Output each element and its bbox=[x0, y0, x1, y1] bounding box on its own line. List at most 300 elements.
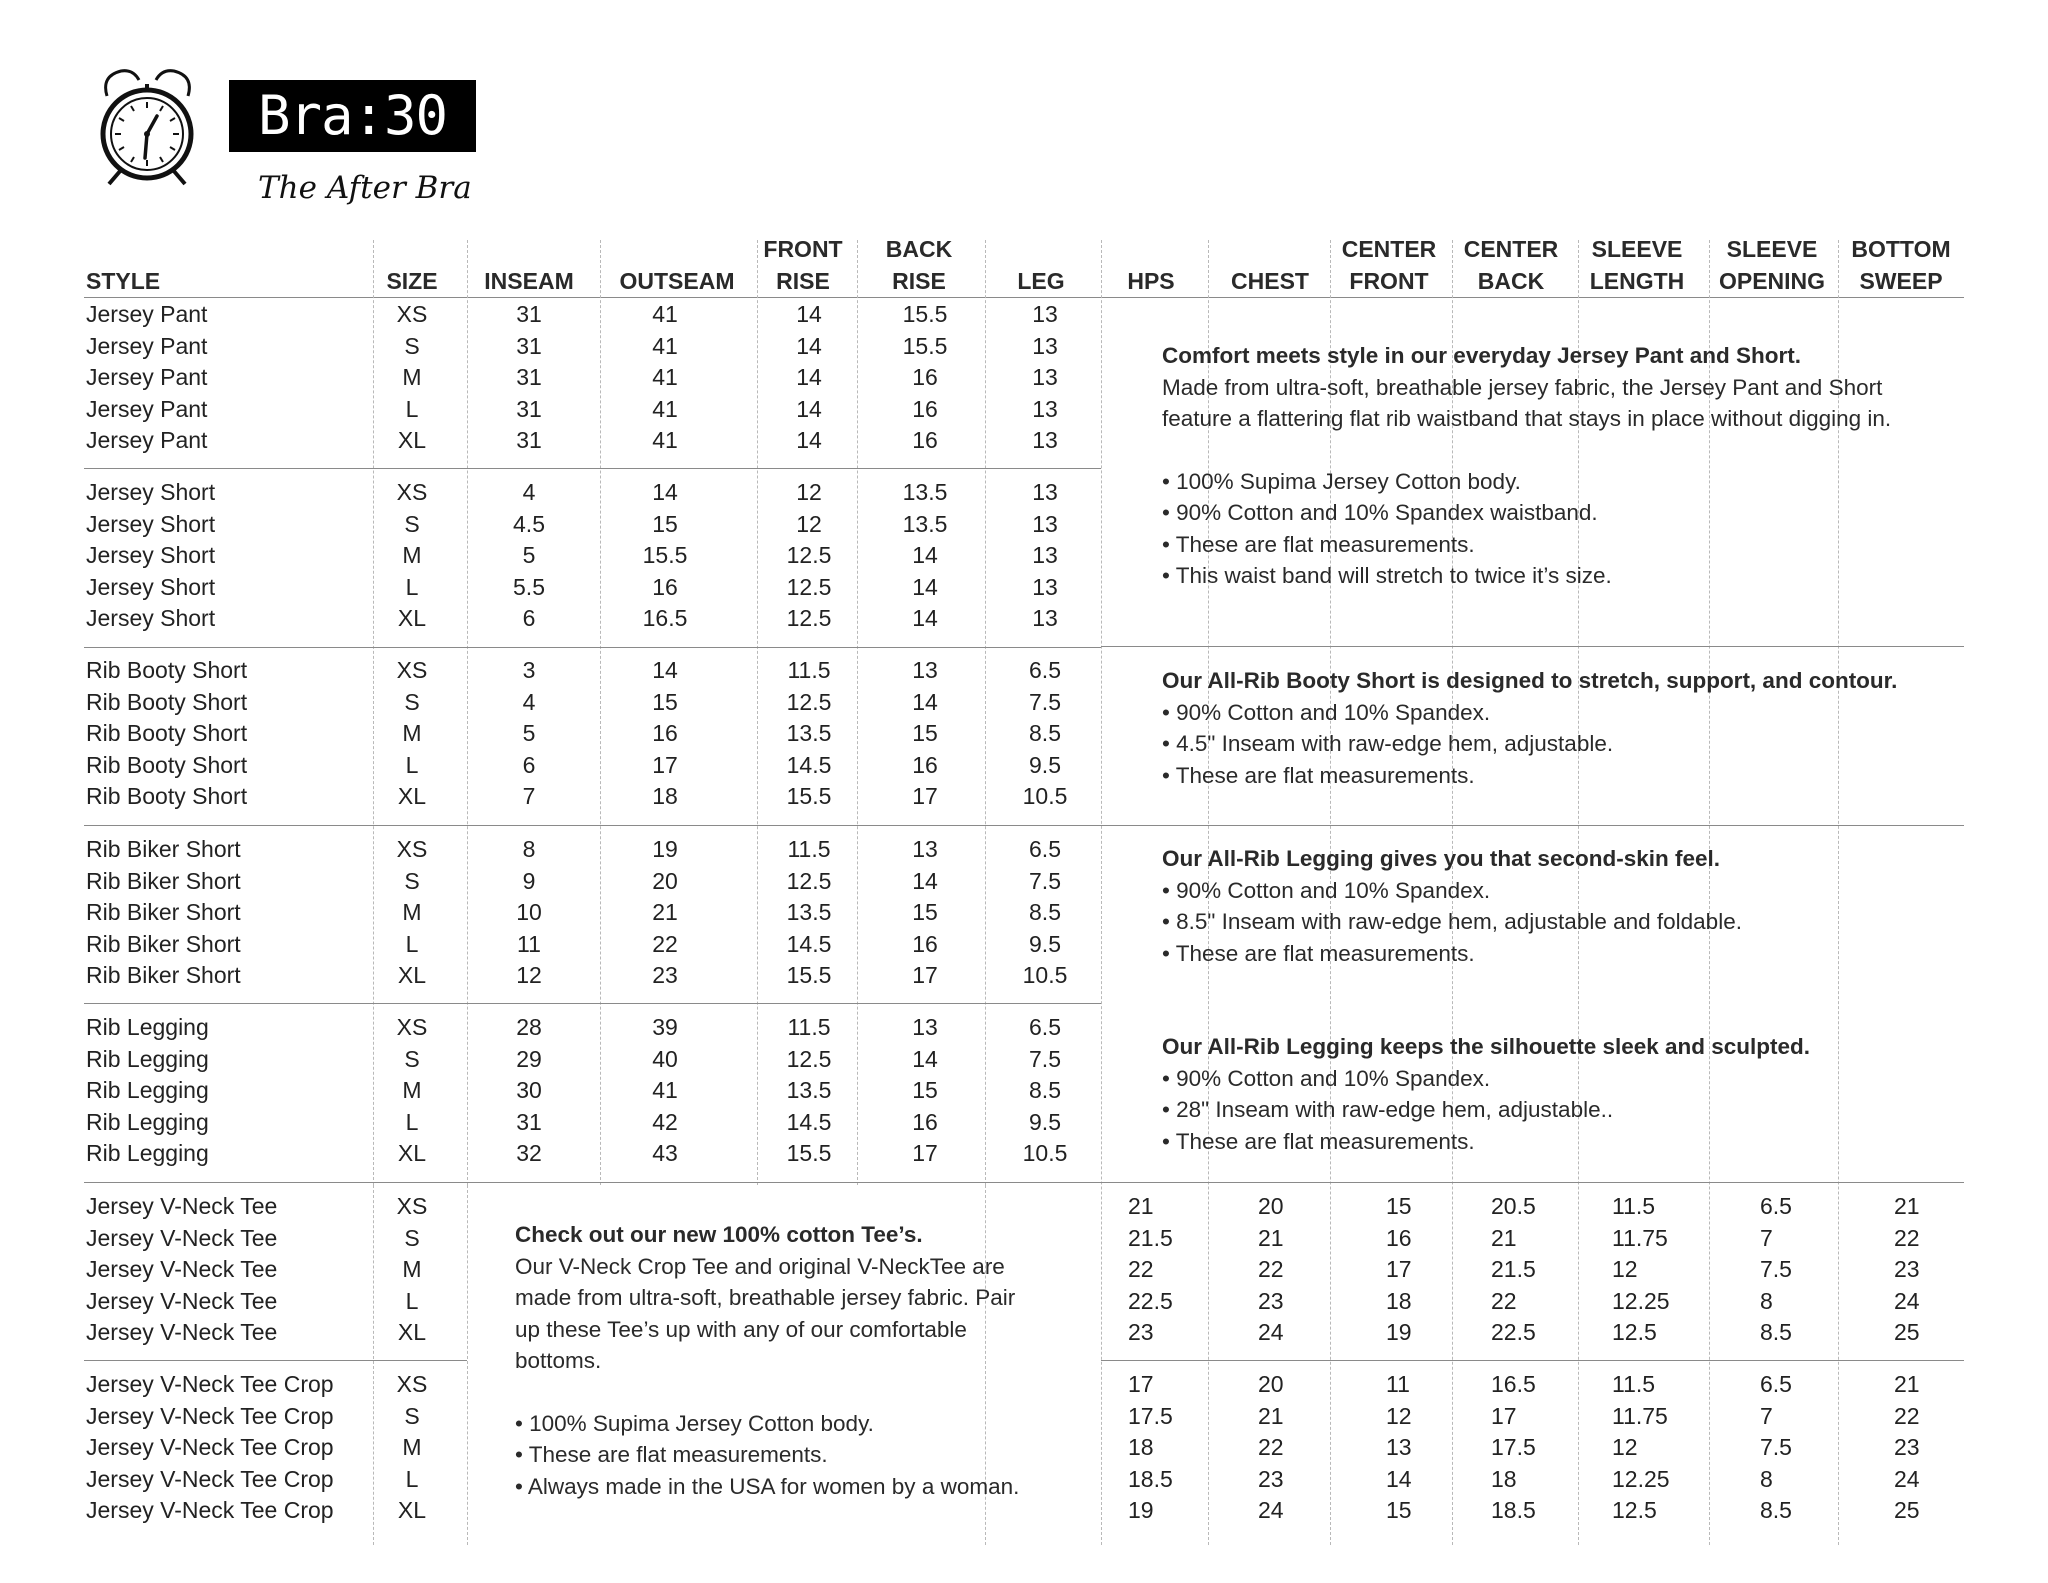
style-name: Rib Booty Short bbox=[86, 783, 248, 809]
measurement-cell: 21 bbox=[1258, 1224, 1284, 1251]
style-name: Jersey Pant bbox=[86, 395, 208, 422]
measurement-cell: 11.5 bbox=[1612, 1371, 1656, 1397]
measurement-cell: 14 bbox=[912, 542, 938, 568]
column-divider bbox=[467, 1185, 468, 1545]
measurement-cell: 3 bbox=[522, 657, 536, 683]
measurement-cell: 24 bbox=[1894, 1287, 1920, 1314]
measurement-cell: 14 bbox=[1386, 1465, 1412, 1492]
description-heading: Our All-Rib Legging keeps the silhouette sleek and sculpted. bbox=[1162, 1034, 1811, 1059]
style-name: Rib Booty Short bbox=[86, 720, 248, 746]
measurement-cell: 11 bbox=[1386, 1371, 1410, 1397]
measurement-cell: 41 bbox=[652, 332, 678, 359]
column-header-sleeve-opening: OPENING bbox=[1718, 268, 1826, 294]
measurement-cell: 12.5 bbox=[1612, 1319, 1657, 1345]
measurement-cell: 17 bbox=[652, 751, 678, 778]
description-bullet: • 100% Supima Jersey Cotton body. bbox=[1162, 468, 1521, 494]
description-heading: Comfort meets style in our everyday Jersey Pant and Short. bbox=[1162, 343, 1801, 368]
measurement-cell: S bbox=[404, 1045, 420, 1072]
description-line: Our V-Neck Crop Tee and original V-NeckTee are bbox=[515, 1253, 1005, 1279]
measurement-cell: 12 bbox=[796, 479, 822, 505]
measurement-cell: 15.5 bbox=[902, 301, 948, 327]
measurement-cell: 41 bbox=[652, 427, 678, 453]
description-bullet: • These are flat measurements. bbox=[1162, 940, 1475, 966]
measurement-cell: S bbox=[404, 688, 420, 715]
jersey-description bbox=[1162, 340, 1891, 592]
measurement-cell: L bbox=[405, 573, 419, 600]
measurement-cell: 21 bbox=[1894, 1193, 1920, 1219]
measurement-cell: 8.5 bbox=[1760, 1497, 1792, 1523]
measurement-cell: L bbox=[405, 1287, 419, 1314]
column-header-inseam: INSEAM bbox=[484, 268, 574, 294]
measurement-cell: 41 bbox=[652, 364, 678, 390]
measurement-cell: 13.5 bbox=[786, 720, 832, 746]
measurement-cell: 14 bbox=[796, 301, 822, 327]
measurement-cell: 13 bbox=[912, 836, 938, 862]
measurement-cell: L bbox=[405, 395, 419, 422]
measurement-cell: 15.5 bbox=[786, 783, 832, 809]
style-name: Rib Legging bbox=[86, 1014, 209, 1040]
column-header-front-rise: RISE bbox=[776, 268, 830, 294]
measurement-cell: 21 bbox=[1258, 1402, 1284, 1429]
measurement-cell: 9.5 bbox=[1029, 1108, 1061, 1135]
measurement-cell: 22.5 bbox=[1491, 1319, 1536, 1345]
measurement-cell: 8 bbox=[1760, 1465, 1773, 1492]
measurement-cell: M bbox=[402, 1077, 422, 1103]
measurement-cell: 13 bbox=[1032, 427, 1058, 453]
measurement-cell: 18 bbox=[1128, 1434, 1154, 1460]
measurement-cell: 13.5 bbox=[902, 479, 948, 505]
column-divider bbox=[1101, 240, 1102, 1545]
measurement-cell: 20 bbox=[1258, 1193, 1284, 1219]
style-name: Jersey Short bbox=[86, 542, 216, 568]
measurement-cell: 21.5 bbox=[1128, 1224, 1173, 1251]
measurement-cell: M bbox=[402, 1434, 422, 1460]
measurement-cell: 39 bbox=[652, 1014, 678, 1040]
column-divider bbox=[467, 240, 468, 1185]
description-line: made from ultra-soft, breathable jersey fabric. Pair bbox=[515, 1285, 1016, 1310]
measurement-cell: L bbox=[405, 930, 419, 957]
measurement-cell: S bbox=[404, 1224, 420, 1251]
style-name: Jersey Pant bbox=[86, 301, 208, 327]
description-line: Made from ultra-soft, breathable jersey fabric, the Jersey Pant and Short bbox=[1162, 374, 1883, 400]
style-name: Jersey V-Neck Tee bbox=[86, 1256, 278, 1282]
measurement-cell: 31 bbox=[516, 395, 542, 422]
measurement-cell: 15 bbox=[652, 510, 678, 537]
style-name: Jersey V-Neck Tee bbox=[86, 1193, 278, 1219]
measurement-cell: 12 bbox=[1386, 1402, 1412, 1429]
measurement-cell: XS bbox=[396, 301, 428, 327]
measurement-cell: M bbox=[402, 1256, 422, 1282]
measurement-cell: 16.5 bbox=[642, 605, 688, 631]
measurement-cell: 5 bbox=[522, 542, 536, 568]
description-bullet: • 90% Cotton and 10% Spandex. bbox=[1162, 699, 1491, 725]
measurement-cell: 8 bbox=[1760, 1287, 1773, 1314]
measurement-cell: 11.75 bbox=[1612, 1402, 1668, 1429]
measurement-cell: 6.5 bbox=[1029, 1014, 1061, 1040]
measurement-cell: 24 bbox=[1894, 1465, 1920, 1492]
measurement-cell: 16 bbox=[912, 364, 938, 390]
measurement-cell: S bbox=[404, 1402, 420, 1429]
style-name: Jersey Pant bbox=[86, 332, 208, 359]
measurement-cell: 6.5 bbox=[1029, 657, 1061, 683]
brand-tagline: The After Bra bbox=[258, 170, 472, 206]
measurement-cell: 11.75 bbox=[1612, 1224, 1668, 1251]
measurement-cell: 7.5 bbox=[1029, 867, 1061, 894]
measurement-cell: 11.5 bbox=[787, 836, 831, 862]
column-header-sleeve-opening: SLEEVE bbox=[1726, 236, 1818, 262]
row-divider bbox=[84, 1182, 1964, 1183]
column-header-back-rise: BACK bbox=[885, 236, 953, 262]
row-divider bbox=[1101, 646, 1964, 647]
measurement-cell: 11 bbox=[517, 930, 541, 957]
description-bullet: • 28" Inseam with raw-edge hem, adjustable.. bbox=[1162, 1097, 1614, 1122]
brand-wordmark: Bra:30 bbox=[229, 80, 476, 152]
measurement-cell: 21 bbox=[1894, 1371, 1920, 1397]
measurement-cell: 13 bbox=[1032, 510, 1058, 537]
style-name: Rib Booty Short bbox=[86, 657, 248, 683]
description-bullet: • 90% Cotton and 10% Spandex. bbox=[1162, 877, 1491, 903]
style-name: Jersey V-Neck Tee Crop bbox=[86, 1465, 334, 1492]
measurement-cell: 25 bbox=[1894, 1319, 1920, 1345]
measurement-cell: 22 bbox=[1491, 1287, 1517, 1314]
measurement-cell: 24 bbox=[1258, 1497, 1284, 1523]
measurement-cell: 29 bbox=[516, 1045, 542, 1072]
measurement-cell: L bbox=[405, 751, 419, 778]
measurement-cell: M bbox=[402, 364, 422, 390]
measurement-cell: 23 bbox=[1894, 1434, 1920, 1460]
measurement-cell: 4 bbox=[522, 688, 536, 715]
description-heading: Our All-Rib Legging gives you that second-skin feel. bbox=[1162, 846, 1720, 871]
style-name: Rib Biker Short bbox=[86, 899, 241, 925]
description-line: bottoms. bbox=[515, 1348, 602, 1373]
measurement-cell: 14 bbox=[796, 427, 822, 453]
measurement-cell: 41 bbox=[652, 301, 678, 327]
style-name: Jersey Short bbox=[86, 510, 216, 537]
measurement-cell: XL bbox=[397, 427, 427, 453]
column-header-front-rise: FRONT bbox=[763, 236, 843, 262]
measurement-cell: 7.5 bbox=[1029, 1045, 1061, 1072]
measurement-cell: 12.5 bbox=[1612, 1497, 1657, 1523]
measurement-cell: 14 bbox=[796, 395, 822, 422]
measurement-cell: 30 bbox=[516, 1077, 542, 1103]
style-name: Jersey V-Neck Tee Crop bbox=[86, 1371, 334, 1397]
style-name: Jersey V-Neck Tee Crop bbox=[86, 1497, 334, 1523]
column-divider bbox=[373, 1185, 374, 1545]
description-bullet: • This waist band will stretch to twice it’s size. bbox=[1162, 563, 1612, 588]
measurement-cell: 17.5 bbox=[1128, 1402, 1173, 1429]
measurement-cell: 13.5 bbox=[902, 510, 948, 537]
measurement-cell: 22 bbox=[1894, 1224, 1920, 1251]
measurement-cell: 20.5 bbox=[1491, 1193, 1536, 1219]
measurement-cell: 17 bbox=[1386, 1256, 1412, 1282]
measurement-cell: 10.5 bbox=[1022, 962, 1068, 988]
measurement-cell: M bbox=[402, 899, 422, 925]
measurement-cell: 25 bbox=[1894, 1497, 1920, 1523]
measurement-cell: 13.5 bbox=[786, 1077, 832, 1103]
style-name: Jersey Short bbox=[86, 573, 216, 600]
description-bullet: • 100% Supima Jersey Cotton body. bbox=[515, 1410, 874, 1436]
measurement-cell: 14 bbox=[652, 657, 678, 683]
measurement-cell: M bbox=[402, 542, 422, 568]
description-bullet: • 8.5" Inseam with raw-edge hem, adjustable and foldable. bbox=[1162, 909, 1742, 934]
measurement-cell: 18.5 bbox=[1491, 1497, 1536, 1523]
measurement-cell: 43 bbox=[652, 1140, 678, 1166]
measurement-cell: 13.5 bbox=[786, 899, 832, 925]
measurement-cell: M bbox=[402, 720, 422, 746]
column-divider bbox=[985, 240, 986, 1185]
measurement-cell: 19 bbox=[1128, 1497, 1154, 1523]
measurement-cell: 22 bbox=[1128, 1256, 1154, 1282]
style-name: Jersey Short bbox=[86, 479, 216, 505]
measurement-cell: 12.5 bbox=[786, 688, 832, 715]
measurement-cell: XL bbox=[397, 962, 427, 988]
measurement-cell: 16 bbox=[912, 1108, 938, 1135]
column-header-style: STYLE bbox=[86, 268, 161, 294]
description-line: up these Tee’s up with any of our comfortable bbox=[515, 1316, 967, 1342]
description-line: feature a flattering flat rib waistband that stays in place without digging in. bbox=[1162, 406, 1892, 431]
measurement-cell: 21 bbox=[1128, 1193, 1154, 1219]
measurement-cell: 23 bbox=[1258, 1465, 1284, 1492]
measurement-cell: 14 bbox=[912, 573, 938, 600]
measurement-cell: 5.5 bbox=[513, 573, 545, 600]
column-header-back-rise: RISE bbox=[892, 268, 946, 294]
measurement-cell: 22 bbox=[1258, 1434, 1284, 1460]
style-name: Rib Booty Short bbox=[86, 688, 248, 715]
measurement-cell: XS bbox=[396, 1371, 428, 1397]
measurement-cell: XL bbox=[397, 1140, 427, 1166]
measurement-cell: 16 bbox=[652, 720, 678, 746]
style-name: Rib Booty Short bbox=[86, 751, 248, 778]
measurement-cell: 15 bbox=[912, 720, 938, 746]
measurement-cell: 14.5 bbox=[786, 1108, 832, 1135]
style-name: Rib Legging bbox=[86, 1108, 209, 1135]
measurement-cell: 31 bbox=[516, 332, 542, 359]
measurement-cell: L bbox=[405, 1465, 419, 1492]
description-bullet: • These are flat measurements. bbox=[1162, 531, 1475, 557]
measurement-cell: 7.5 bbox=[1760, 1434, 1792, 1460]
measurement-cell: 11.5 bbox=[1612, 1193, 1656, 1219]
measurement-cell: 13 bbox=[1032, 573, 1058, 600]
style-name: Rib Biker Short bbox=[86, 836, 241, 862]
measurement-cell: 13 bbox=[912, 1014, 938, 1040]
measurement-cell: 12.5 bbox=[786, 542, 832, 568]
measurement-cell: 13 bbox=[1386, 1434, 1412, 1460]
measurement-cell: 12.5 bbox=[786, 605, 832, 631]
row-divider bbox=[84, 297, 1964, 298]
measurement-cell: 31 bbox=[516, 1108, 542, 1135]
measurement-cell: 23 bbox=[1258, 1287, 1284, 1314]
column-divider bbox=[857, 240, 858, 1185]
measurement-cell: 12.5 bbox=[786, 1045, 832, 1072]
measurement-cell: 15 bbox=[652, 688, 678, 715]
column-header-bottom-sweep: SWEEP bbox=[1859, 268, 1943, 294]
measurement-cell: XS bbox=[396, 657, 428, 683]
measurement-cell: S bbox=[404, 510, 420, 537]
measurement-cell: 24 bbox=[1258, 1319, 1284, 1345]
column-header-outseam: OUTSEAM bbox=[619, 268, 735, 294]
column-header-size: SIZE bbox=[386, 268, 438, 294]
measurement-cell: 12 bbox=[1612, 1434, 1638, 1460]
measurement-cell: 13 bbox=[1032, 542, 1058, 568]
measurement-cell: 14 bbox=[796, 332, 822, 359]
measurement-cell: 12.5 bbox=[786, 867, 832, 894]
measurement-cell: XS bbox=[396, 1193, 428, 1219]
measurement-cell: 9.5 bbox=[1029, 930, 1061, 957]
measurement-cell: 16 bbox=[652, 573, 678, 600]
measurement-cell: 14 bbox=[652, 479, 678, 505]
style-name: Jersey V-Neck Tee Crop bbox=[86, 1402, 334, 1429]
measurement-cell: 40 bbox=[652, 1045, 678, 1072]
measurement-cell: 4 bbox=[522, 479, 536, 505]
measurement-cell: XL bbox=[397, 1497, 427, 1523]
measurement-cell: 13 bbox=[1032, 301, 1058, 327]
measurement-cell: 18 bbox=[1491, 1465, 1517, 1492]
measurement-cell: 11.5 bbox=[787, 657, 831, 683]
measurement-cell: 10 bbox=[516, 899, 542, 925]
measurement-cell: 22 bbox=[1894, 1402, 1920, 1429]
style-name: Jersey Pant bbox=[86, 364, 208, 390]
column-header-sleeve-length: SLEEVE bbox=[1591, 236, 1683, 262]
measurement-cell: 12 bbox=[796, 510, 822, 537]
measurement-cell: 14 bbox=[912, 867, 938, 894]
measurement-cell: 8.5 bbox=[1029, 720, 1061, 746]
style-name: Rib Legging bbox=[86, 1045, 209, 1072]
measurement-cell: 22 bbox=[652, 930, 678, 957]
measurement-cell: 12 bbox=[1612, 1256, 1638, 1282]
column-header-bottom-sweep: BOTTOM bbox=[1851, 236, 1951, 262]
row-divider bbox=[1101, 1360, 1964, 1361]
measurement-cell: 12.5 bbox=[786, 573, 832, 600]
measurement-cell: 15.5 bbox=[902, 332, 948, 359]
measurement-cell: 17 bbox=[912, 783, 938, 809]
measurement-cell: 17 bbox=[912, 1140, 938, 1166]
measurement-cell: 15 bbox=[1386, 1193, 1412, 1219]
measurement-cell: 22 bbox=[1258, 1256, 1284, 1282]
measurement-cell: XS bbox=[396, 479, 428, 505]
measurement-cell: 31 bbox=[516, 427, 542, 453]
measurement-cell: 17 bbox=[912, 962, 938, 988]
measurement-cell: 10.5 bbox=[1022, 1140, 1068, 1166]
column-divider bbox=[600, 240, 601, 1185]
column-header-center-back: CENTER bbox=[1463, 236, 1559, 262]
description-heading: Our All-Rib Booty Short is designed to stretch, support, and contour. bbox=[1162, 668, 1898, 693]
measurement-cell: 12.25 bbox=[1612, 1465, 1670, 1492]
style-name: Jersey V-Neck Tee bbox=[86, 1224, 278, 1251]
measurement-cell: 23 bbox=[652, 962, 678, 988]
measurement-cell: 20 bbox=[1258, 1371, 1284, 1397]
measurement-cell: 13 bbox=[1032, 479, 1058, 505]
measurement-cell: XL bbox=[397, 605, 427, 631]
measurement-cell: 15.5 bbox=[786, 962, 832, 988]
column-divider bbox=[373, 240, 374, 1185]
measurement-cell: 16 bbox=[912, 427, 938, 453]
measurement-cell: 21.5 bbox=[1491, 1256, 1536, 1282]
measurement-cell: 14 bbox=[796, 364, 822, 390]
column-header-sleeve-length: LENGTH bbox=[1589, 268, 1685, 294]
measurement-cell: 13 bbox=[912, 657, 938, 683]
measurement-cell: 7 bbox=[1760, 1402, 1773, 1429]
measurement-cell: 13 bbox=[1032, 332, 1058, 359]
description-bullet: • 4.5" Inseam with raw-edge hem, adjustable. bbox=[1162, 731, 1614, 756]
style-name: Jersey V-Neck Tee bbox=[86, 1287, 278, 1314]
measurement-cell: 13 bbox=[1032, 364, 1058, 390]
measurement-cell: 12 bbox=[516, 962, 542, 988]
measurement-cell: 23 bbox=[1894, 1256, 1920, 1282]
measurement-cell: 16 bbox=[912, 751, 938, 778]
measurement-cell: 16 bbox=[912, 930, 938, 957]
measurement-cell: 5 bbox=[522, 720, 536, 746]
measurement-cell: 16 bbox=[1386, 1224, 1412, 1251]
measurement-cell: 6 bbox=[522, 751, 536, 778]
measurement-cell: 19 bbox=[652, 836, 678, 862]
description-bullet: • These are flat measurements. bbox=[1162, 1128, 1475, 1154]
measurement-cell: 18.5 bbox=[1128, 1465, 1173, 1492]
measurement-cell: 19 bbox=[1386, 1319, 1412, 1345]
row-divider bbox=[84, 468, 1101, 469]
measurement-cell: 15.5 bbox=[786, 1140, 832, 1166]
measurement-cell: 42 bbox=[652, 1108, 678, 1135]
measurement-cell: XL bbox=[397, 783, 427, 809]
measurement-cell: 17.5 bbox=[1491, 1434, 1536, 1460]
measurement-cell: 17 bbox=[1128, 1371, 1154, 1397]
measurement-cell: 20 bbox=[652, 867, 678, 894]
measurement-cell: S bbox=[404, 332, 420, 359]
measurement-cell: 6.5 bbox=[1029, 836, 1061, 862]
measurement-cell: 14 bbox=[912, 605, 938, 631]
measurement-cell: 15 bbox=[1386, 1497, 1412, 1523]
style-name: Jersey Short bbox=[86, 605, 216, 631]
style-name: Rib Legging bbox=[86, 1140, 209, 1166]
measurement-cell: 41 bbox=[652, 395, 678, 422]
measurement-cell: 14 bbox=[912, 688, 938, 715]
tee-description bbox=[515, 1219, 1019, 1502]
description-bullet: • 90% Cotton and 10% Spandex waistband. bbox=[1162, 500, 1598, 525]
measurement-cell: 14.5 bbox=[786, 930, 832, 957]
style-name: Rib Biker Short bbox=[86, 962, 241, 988]
style-name: Jersey V-Neck Tee Crop bbox=[86, 1434, 334, 1460]
measurement-cell: 13 bbox=[1032, 605, 1058, 631]
row-divider bbox=[1101, 825, 1964, 826]
measurement-cell: 21 bbox=[1491, 1224, 1517, 1251]
column-header-center-back: BACK bbox=[1477, 268, 1545, 294]
booty-short-description bbox=[1162, 665, 1897, 791]
measurement-cell: 11.5 bbox=[787, 1014, 831, 1040]
measurement-cell: 8 bbox=[522, 836, 536, 862]
style-name: Rib Biker Short bbox=[86, 867, 241, 894]
style-name: Rib Biker Short bbox=[86, 930, 241, 957]
measurement-cell: XL bbox=[397, 1319, 427, 1345]
measurement-cell: 15 bbox=[912, 1077, 938, 1103]
column-header-hps: HPS bbox=[1127, 268, 1175, 294]
measurement-cell: 9 bbox=[522, 867, 536, 894]
measurement-cell: 15.5 bbox=[642, 542, 688, 568]
measurement-cell: 7 bbox=[1760, 1224, 1773, 1251]
description-heading: Check out our new 100% cotton Tee’s. bbox=[515, 1222, 923, 1247]
measurement-cell: 31 bbox=[516, 364, 542, 390]
measurement-cell: 8.5 bbox=[1029, 899, 1061, 925]
measurement-cell: 10.5 bbox=[1022, 783, 1068, 809]
biker-short-description bbox=[1162, 843, 1742, 969]
style-name: Rib Legging bbox=[86, 1077, 209, 1103]
row-divider bbox=[84, 1003, 1101, 1004]
measurement-cell: 16.5 bbox=[1491, 1371, 1536, 1397]
measurement-cell: 7.5 bbox=[1029, 688, 1061, 715]
column-header-chest: CHEST bbox=[1231, 268, 1309, 294]
measurement-cell: 8.5 bbox=[1029, 1077, 1061, 1103]
style-name: Jersey V-Neck Tee bbox=[86, 1319, 278, 1345]
measurement-cell: 16 bbox=[912, 395, 938, 422]
column-header-center-front: CENTER bbox=[1341, 236, 1437, 262]
